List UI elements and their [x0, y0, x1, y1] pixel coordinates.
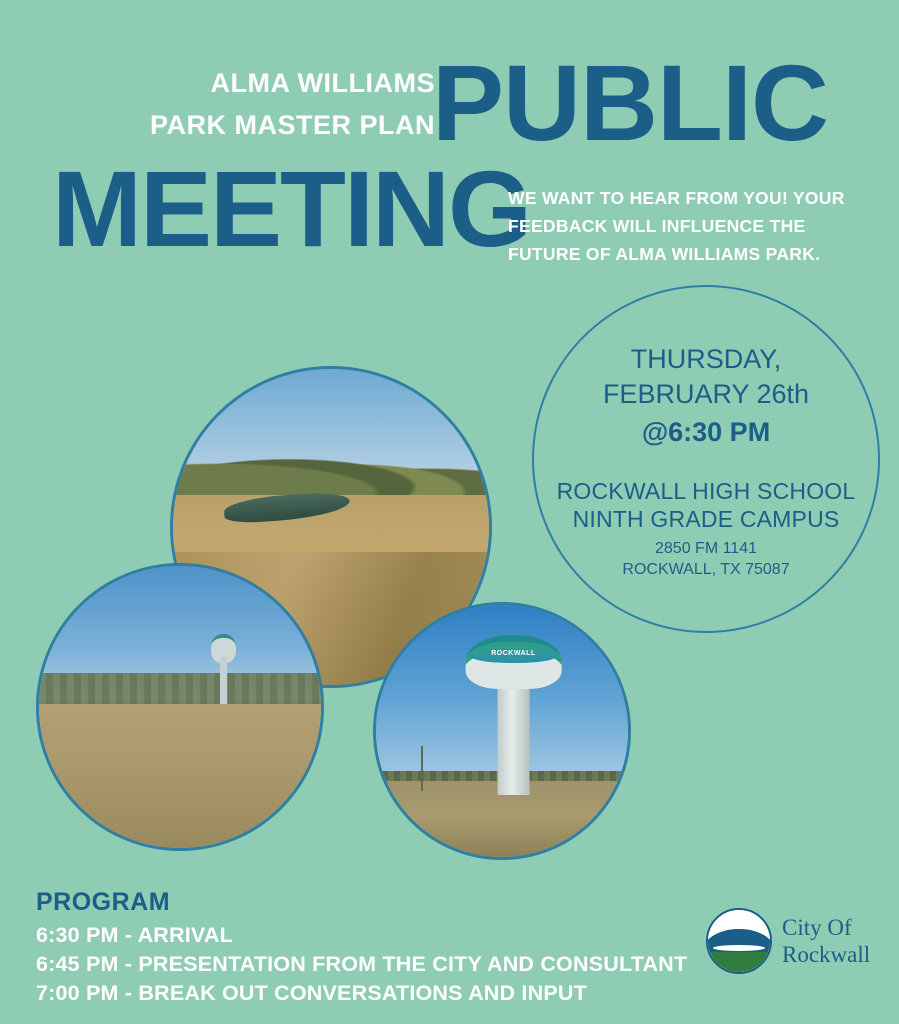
program-item: 6:30 PM - ARRIVAL [36, 923, 233, 947]
open-field-photo [36, 563, 324, 851]
program-title: PROGRAM [36, 888, 171, 916]
water-tower-photo-art [376, 605, 628, 857]
headline-word-meeting: MEETING [52, 148, 531, 269]
open-field-photo-art [39, 566, 321, 848]
city-seal-icon [706, 908, 772, 974]
program-item: 6:45 PM - PRESENTATION FROM THE CITY AND CONSULTANT [36, 952, 688, 976]
tower-label: ROCKWALL [491, 650, 536, 658]
event-info-circle [532, 285, 880, 633]
plan-title-line2: PARK MASTER PLAN [149, 110, 435, 140]
logo-text-line2: Rockwall [782, 942, 871, 967]
ground-layer [39, 704, 321, 848]
event-date-line2: FEBRUARY 26th [602, 379, 810, 409]
event-venue-line1: ROCKWALL HIGH SCHOOL [556, 478, 856, 504]
treeline-layer [39, 673, 321, 707]
light-pole [421, 746, 423, 791]
event-address-line1: 2850 FM 1141 [655, 540, 757, 557]
logo-text-line1: City Of [782, 915, 852, 940]
tower-stem [497, 679, 530, 795]
event-venue-line2: NINTH GRADE CAMPUS [572, 506, 840, 532]
tower-stem [220, 657, 227, 708]
seal-water [708, 952, 770, 972]
logo-text [782, 914, 870, 968]
plan-title-line1: ALMA WILLIAMS [210, 68, 435, 98]
plan-title [95, 62, 435, 146]
water-tower-icon [466, 635, 562, 791]
event-date [534, 342, 878, 412]
water-tower-photo [373, 602, 631, 860]
program-block [36, 888, 687, 1008]
city-of-rockwall-logo [706, 908, 870, 974]
event-date-line1: THURSDAY, [630, 344, 782, 374]
event-address-line2: ROCKWALL, TX 75087 [622, 561, 790, 578]
distant-water-tower-icon [211, 634, 236, 707]
program-item: 7:00 PM - BREAK OUT CONVERSATIONS AND INPUT [36, 981, 587, 1005]
event-venue [534, 477, 878, 533]
seal-wave [713, 945, 765, 951]
event-time: @6:30 PM [641, 417, 771, 447]
headline-block [0, 44, 899, 284]
event-address [534, 538, 878, 580]
headline-blurb: WE WANT TO HEAR FROM YOU! YOUR FEEDBACK WILL INFLUENCE THE FUTURE OF ALMA WILLIAMS PARK. [508, 188, 845, 264]
headline-word-public: PUBLIC [432, 42, 828, 163]
